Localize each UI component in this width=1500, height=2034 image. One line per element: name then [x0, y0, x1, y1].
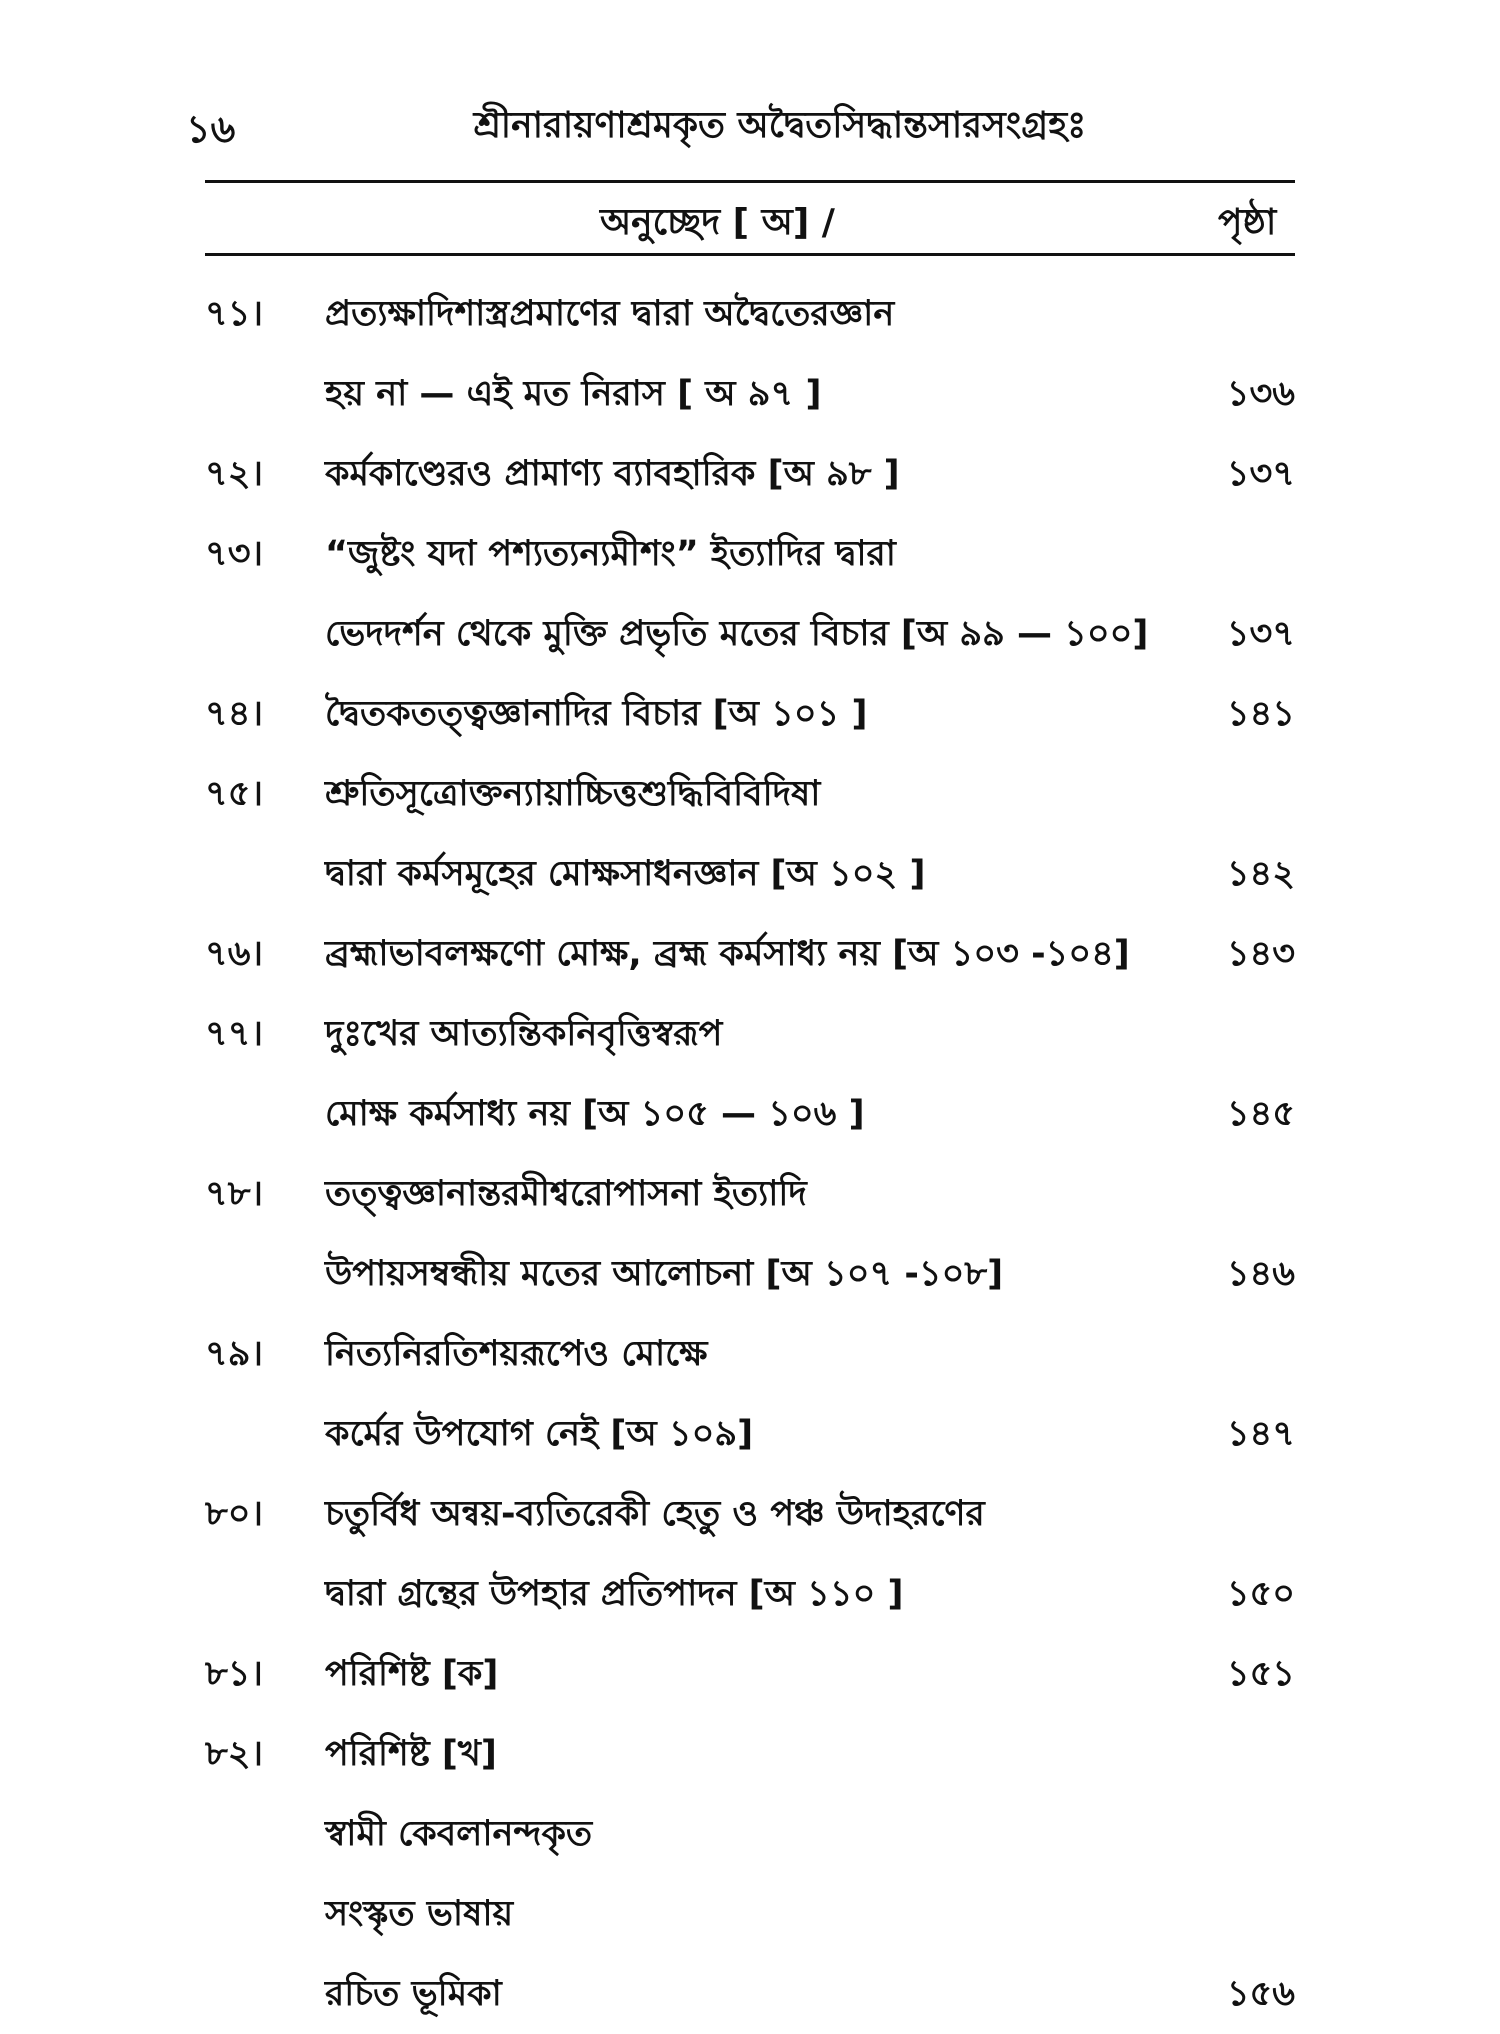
entry-number: ৮২। [205, 1734, 263, 1774]
entry-page: ১৩৬ [1226, 374, 1295, 414]
entry-number: ৭৩। [205, 534, 264, 574]
header-rule-bottom [205, 253, 1295, 256]
entry-text: শ্রুতিসূত্রোক্তন্যায়াচ্চিত্তশুদ্ধিবিবিদিষা [325, 774, 821, 814]
entry-number: ৭৯। [205, 1334, 263, 1374]
entry-page: ১৪৬ [1226, 1254, 1295, 1294]
toc-line [205, 1314, 1295, 1394]
entry-page: ১৪১ [1226, 694, 1295, 734]
entry-page: ১৪৫ [1226, 1094, 1295, 1134]
entry-text: কর্মের উপযোগ নেই [অ ১০৯] [325, 1414, 754, 1454]
toc-line [205, 274, 1295, 354]
entry-text: ব্রহ্মাভাবলক্ষণো মোক্ষ, ব্রহ্ম কর্মসাধ্য নয় [অ ১০৩ -১০৪] [325, 934, 1130, 974]
entry-number: ৮০। [205, 1494, 263, 1534]
entry-number: ৭১। [205, 294, 263, 334]
entry-number: ৭৮। [205, 1174, 263, 1214]
toc-line [205, 1474, 1295, 1554]
toc-line [205, 1954, 1295, 2034]
entry-text: স্বামী কেবলানন্দকৃত [325, 1814, 593, 1854]
toc-line [205, 994, 1295, 1074]
entry-page: ১৩৭ [1226, 454, 1295, 494]
entry-page: ১৫০ [1226, 1574, 1295, 1614]
toc-line [205, 834, 1295, 914]
toc-line [205, 674, 1295, 754]
column-header-section: অনুচ্ছেদ [ অ] / [600, 202, 835, 243]
entry-text: দ্বৈতকতত্ত্বজ্ঞানাদির বিচার [অ ১০১ ] [325, 694, 868, 734]
toc-line [205, 1074, 1295, 1154]
entry-text: দ্বারা কর্মসমূহের মোক্ষসাধনজ্ঞান [অ ১০২ ] [325, 854, 926, 894]
entry-text: কর্মকাণ্ডেরও প্রামাণ্য ব্যাবহারিক [অ ৯৮ ] [325, 454, 900, 494]
entry-page: ১৪৭ [1226, 1414, 1295, 1454]
entry-page: ১৪২ [1226, 854, 1295, 894]
entry-text: উপায়সম্বন্ধীয় মতের আলোচনা [অ ১০৭ -১০৮] [325, 1254, 1004, 1294]
entry-text: হয় না — এই মত নিরাস [ অ ৯৭ ] [325, 374, 822, 414]
entry-number: ৭২। [205, 454, 264, 494]
toc-line [205, 594, 1295, 674]
entry-text: তত্ত্বজ্ঞানান্তরমীশ্বরোপাসনা ইত্যাদি [325, 1174, 807, 1214]
entry-text: মোক্ষ কর্মসাধ্য নয় [অ ১০৫ — ১০৬ ] [325, 1094, 865, 1134]
toc-line [205, 914, 1295, 994]
toc-line [205, 1714, 1295, 1794]
entry-text: নিত্যনিরতিশয়রূপেও মোক্ষে [325, 1334, 708, 1374]
header-rule-top [205, 180, 1295, 183]
entry-text: ভেদদর্শন থেকে মুক্তি প্রভৃতি মতের বিচার [অ ৯৯ — ১০০] [325, 614, 1149, 654]
entry-text: পরিশিষ্ট [খ] [325, 1734, 497, 1774]
page-number: ১৬ [186, 107, 236, 151]
entry-text: পরিশিষ্ট [ক] [325, 1654, 499, 1694]
entry-text: দুঃখের আত্যন্তিকনিবৃত্তিস্বরূপ [325, 1014, 723, 1054]
entry-page: ১৫১ [1226, 1654, 1295, 1694]
entry-text: সংস্কৃত ভাষায় [325, 1894, 514, 1934]
entry-number: ৭৫। [205, 774, 263, 814]
entry-number: ৭৪। [205, 694, 263, 734]
toc-line [205, 514, 1295, 594]
toc-line [205, 354, 1295, 434]
toc-line [205, 1794, 1295, 1874]
entry-number: ৭৬। [205, 934, 264, 974]
entry-text: “জুষ্টং যদা পশ্যত্যন্যমীশং” ইত্যাদির দ্বারা [325, 534, 896, 574]
running-title: শ্রীনারায়ণাশ্রমকৃত অদ্বৈতসিদ্ধান্তসারসংগ্রহঃ [473, 105, 1087, 146]
entry-text: প্রত্যক্ষাদিশাস্ত্রপ্রমাণের দ্বারা অদ্বৈতেরজ্ঞান [325, 294, 895, 334]
toc-line [205, 1394, 1295, 1474]
entry-page: ১৩৭ [1226, 614, 1295, 654]
entry-text: চতুর্বিধ অন্বয়-ব্যতিরেকী হেতু ও পঞ্চ উদাহরণের [325, 1494, 985, 1534]
entry-page: ১৫৬ [1226, 1974, 1295, 2014]
toc-line [205, 1554, 1295, 1634]
column-header-page: পৃষ্ঠা [1218, 202, 1277, 243]
entry-number: ৮১। [205, 1654, 263, 1694]
toc-line [205, 1634, 1295, 1714]
entry-text: দ্বারা গ্রন্থের উপহার প্রতিপাদন [অ ১১০ ] [325, 1574, 904, 1614]
toc-line [205, 754, 1295, 834]
table-of-contents [205, 274, 1295, 2034]
entry-number: ৭৭। [205, 1014, 264, 1054]
entry-text: রচিত ভূমিকা [325, 1974, 502, 2014]
toc-line [205, 1154, 1295, 1234]
toc-line [205, 1874, 1295, 1954]
toc-line [205, 1234, 1295, 1314]
entry-page: ১৪৩ [1226, 934, 1295, 974]
toc-line [205, 434, 1295, 514]
